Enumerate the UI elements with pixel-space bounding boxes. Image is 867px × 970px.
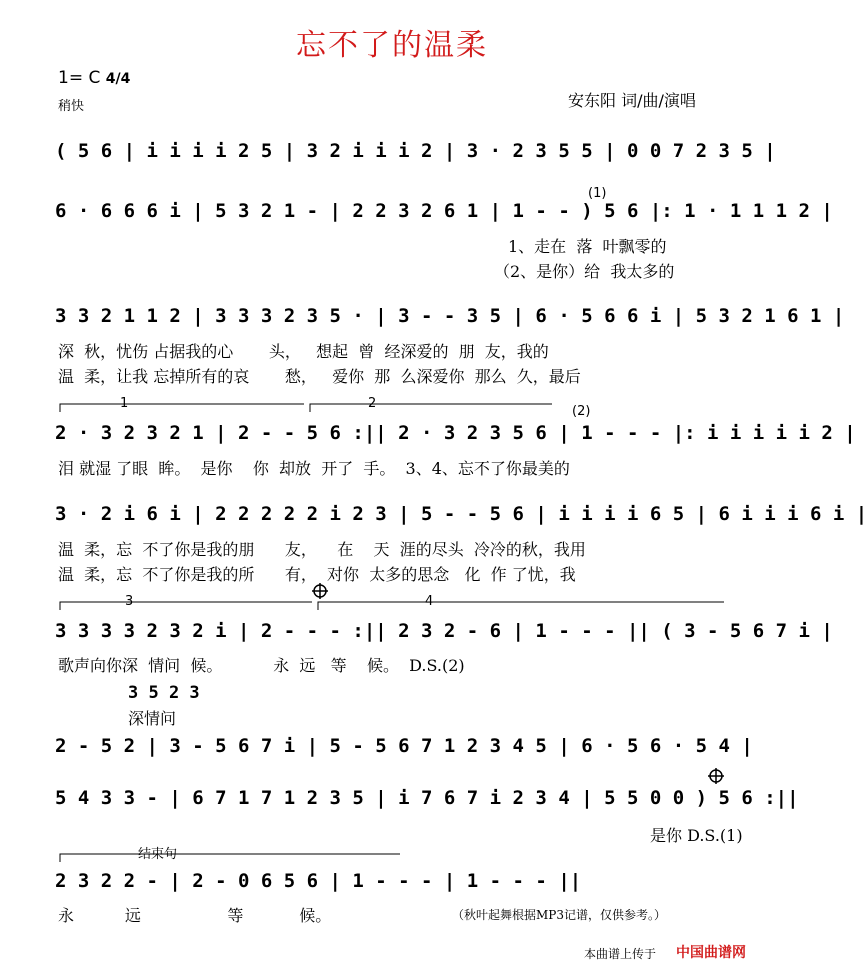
segno-marker-1: (1) <box>588 186 607 201</box>
lyric-line-3b: 温 柔，让我 忘掉所有的哀 愁， 爱你 那 么深爱你 那么 久，最后 <box>58 367 581 386</box>
song-title: 忘不了的温柔 <box>296 28 488 63</box>
coda-sign-1 <box>312 583 328 599</box>
notation-line-9: 2 3 2 2 - | 2 - 0 6 5 6 | 1 - - - | 1 - - - || <box>55 870 582 892</box>
notation-line-4: 2 · 3 2 3 2 1 | 2 - - 5 6 :|| 2 · 3 2 3 5 6 | 1 - - - |: i i i i i 2 | <box>55 422 856 444</box>
volta-label-4: 4 <box>425 594 434 609</box>
lyric-line-5b: 温 柔，忘 不了你是我的所 有， 对你 太多的思念 化 作 了忧，我 <box>58 565 576 584</box>
lyric-line-8: 是你 D.S.(1) <box>650 826 743 845</box>
footer-upload: 本曲谱上传于 <box>584 947 657 961</box>
notation-line-6: 3 3 3 3 2 3 2 i | 2 - - - :|| 2 3 2 - 6 | 1 - - - || ( 3 - 5 6 7 i | <box>55 620 833 642</box>
tempo-marking: 稍快 <box>58 99 85 114</box>
alt-notes: 3 5 2 3 <box>128 683 200 703</box>
volta-label-1: 1 <box>120 396 129 411</box>
alt-lyric: 深情问 <box>128 709 177 728</box>
notation-line-3: 3 3 2 1 1 2 | 3 3 3 2 3 5 · | 3 - - 3 5 | 6 · 5 6 6 i | 5 3 2 1 6 1 | <box>55 305 845 327</box>
volta-bracket-1 <box>60 404 304 412</box>
key-label: 1= C <box>58 68 101 88</box>
lyric-line-6: 歌声向你深 情问 候。 永 远 等 候。 D.S.(2) <box>58 656 465 675</box>
credits: 安东阳 词/曲/演唱 <box>568 91 696 110</box>
transcription-note: （秋叶起舞根据MP3记谱，仅供参考。） <box>452 908 666 922</box>
lyric-line-4: 泪 就湿 了眼 眸。 是你 你 却放 开了 手。 3、4、忘不了你最美的 <box>58 459 570 478</box>
lyric-line-2a: 1、走在 落 叶飘零的 <box>508 237 667 256</box>
site-logo: 中国曲谱网 <box>676 945 746 961</box>
lyric-line-5a: 温 柔，忘 不了你是我的朋 友， 在 天 涯的尽头 冷冷的秋，我用 <box>58 540 586 559</box>
segno-marker-2: (2) <box>572 404 591 419</box>
volta-bracket-3 <box>60 602 312 610</box>
ending-label: 结束句 <box>138 847 178 862</box>
volta-label-2: 2 <box>368 396 377 411</box>
volta-label-3: 3 <box>125 594 134 609</box>
notation-line-5: 3 · 2 i 6 i | 2 2 2 2 2 i 2 3 | 5 - - 5 6 | i i i i 6 5 | 6 i i i 6 i | <box>55 503 867 525</box>
coda-sign-2 <box>708 768 724 784</box>
notation-line-7: 2 - 5 2 | 3 - 5 6 7 i | 5 - 5 6 7 1 2 3 4 5 | 6 · 5 6 · 5 4 | <box>55 735 753 757</box>
notation-line-8: 5 4 3 3 - | 6 7 1 7 1 2 3 5 | i 7 6 7 i 2 3 4 | 5 5 0 0 ) 5 6 :|| <box>55 787 799 809</box>
volta-bracket-4 <box>318 602 724 610</box>
lyric-line-2b: （2、是你）给 我太多的 <box>494 262 675 281</box>
ending-bracket <box>60 854 400 862</box>
time-signature: 4/4 <box>105 71 131 87</box>
notation-line-2: 6 · 6 6 6 i | 5 3 2 1 - | 2 2 3 2 6 1 | 1 - - ) 5 6 |: 1 · 1 1 1 2 | <box>55 200 833 222</box>
notation-line-1: ( 5 6 | i i i i 2 5 | 3 2 i i i 2 | 3 · 2 3 5 5 | 0 0 7 2 3 5 | <box>55 140 776 162</box>
volta-bracket-2 <box>310 404 552 412</box>
lyric-line-3a: 深 秋，忧伤 占据我的心 头， 想起 曾 经深爱的 朋 友，我的 <box>58 342 549 361</box>
lyric-line-9: 永 远 等 候。 <box>58 906 332 925</box>
